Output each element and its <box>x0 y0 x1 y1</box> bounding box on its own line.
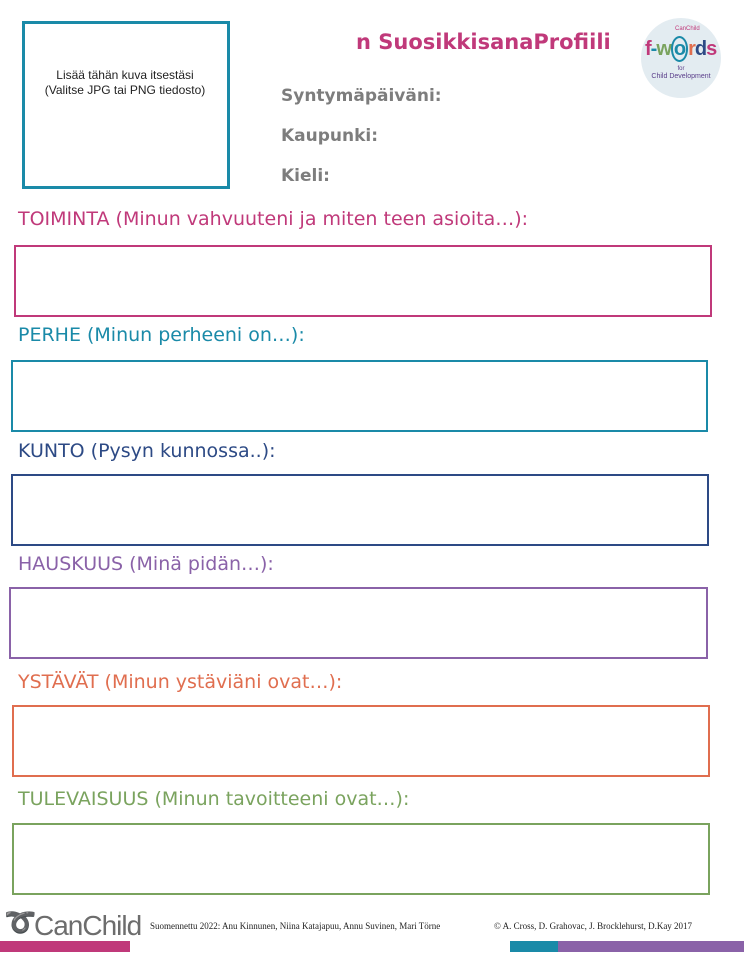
section-label-friends: YSTÄVÄT (Minun ystäviäni ovat…): <box>18 671 343 693</box>
section-label-future: TULEVAISUUS (Minun tavoitteeni ovat…): <box>18 788 410 810</box>
logo-wordmark: f-w o rds <box>645 38 717 60</box>
footer-bar-purple <box>558 941 744 952</box>
photo-upload-box[interactable] <box>22 21 230 189</box>
section-input-friends[interactable] <box>12 705 710 777</box>
photo-instructions <box>30 68 220 98</box>
section-input-fun[interactable] <box>9 587 708 659</box>
logo-for: for <box>677 66 685 72</box>
photo-instruction-line2: (Valitse JPG tai PNG tiedosto) <box>44 83 206 97</box>
section-input-activity[interactable] <box>14 245 712 317</box>
footer-bar-teal <box>510 941 558 952</box>
language-label: Kieli: <box>281 166 330 186</box>
city-label: Kaupunki: <box>281 126 379 146</box>
canchild-logo-text: CanChild <box>34 910 142 941</box>
section-input-family[interactable] <box>11 360 708 432</box>
page-title: n SuosikkisanaProfiili <box>356 30 611 54</box>
section-input-fitness[interactable] <box>11 474 709 546</box>
copyright-text: © A. Cross, D. Grahovac, J. Brocklehurst, D.Kay 2017 <box>494 921 693 931</box>
photo-instruction-line1: Lisää tähän kuva itsestäsi <box>56 68 194 82</box>
footer-bar-pink <box>0 941 130 952</box>
fwords-logo <box>641 18 721 98</box>
section-label-fitness: KUNTO (Pysyn kunnossa..): <box>18 440 276 462</box>
section-input-future[interactable] <box>12 823 710 895</box>
section-label-family: PERHE (Minun perheeni on…): <box>18 324 305 346</box>
logo-brand: CanChild <box>675 26 700 32</box>
logo-subtitle: Child Development <box>651 73 711 80</box>
translation-credits: Suomennettu 2022: Anu Kinnunen, Niina Katajapuu, Annu Suvinen, Mari Törne <box>150 921 441 931</box>
section-label-fun: HAUSKUUS (Minä pidän…): <box>18 553 274 575</box>
section-label-activity: TOIMINTA (Minun vahvuuteni ja miten teen asioita…): <box>18 208 529 230</box>
birthday-label: Syntymäpäiväni: <box>281 86 442 106</box>
canchild-figure-icon: ➰ <box>4 908 37 938</box>
